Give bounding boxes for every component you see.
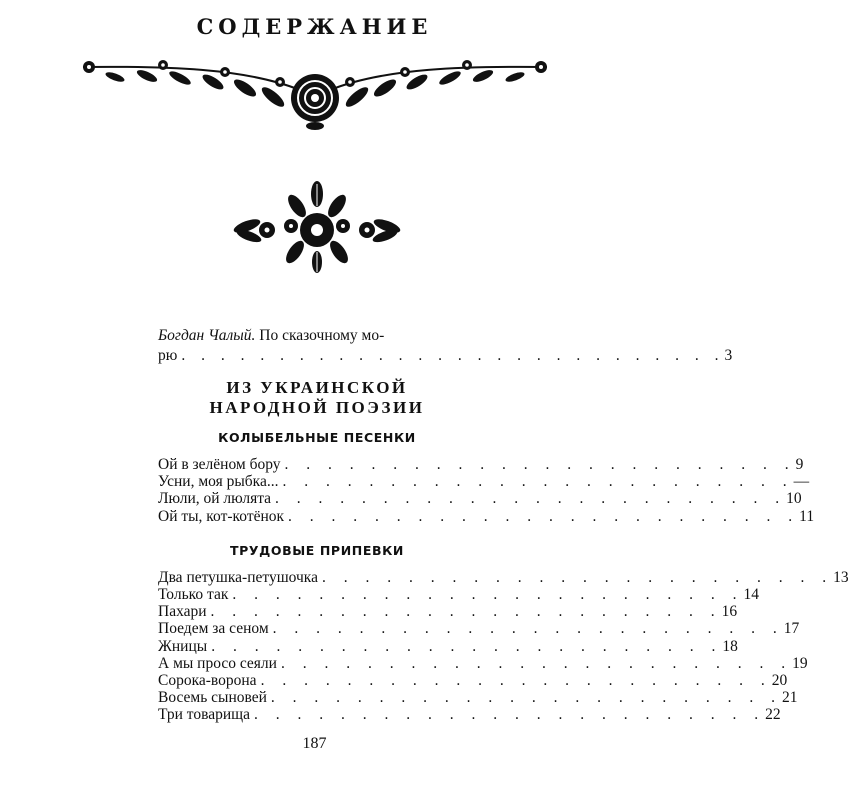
section-title (158, 378, 476, 418)
dot-leader: . . . . . . . . . . . . . . . . . . . . . . . . (210, 603, 722, 621)
dot-leader: . . . . . . . . . . . . . . . . . . . . . . . . (260, 671, 772, 689)
toc-entry (158, 603, 738, 621)
page-title: СОДЕРЖАНИЕ (196, 14, 433, 39)
entry-page: 21 (782, 689, 798, 707)
floral-garland-ornament (75, 52, 555, 132)
toc-intro-entry (158, 326, 733, 366)
subsection-heading-work-songs: ТРУДОВЫЕ ПРИПЕВКИ (230, 542, 404, 558)
dot-leader: . . . . . . . . . . . . . . . . . . . . . . . . (232, 585, 744, 603)
dot-leader: . . . . . . . . . . . . . . . . . . . . . . . . (282, 473, 794, 491)
dot-leader: . . . . . . . . . . . . . . . . . . . . . . . . (211, 637, 723, 655)
dot-leader: . . . . . . . . . . . . . . . . . . . . . . . . (288, 507, 800, 525)
entry-page: — (793, 473, 810, 491)
entry-title: Три товарища (158, 706, 250, 724)
lullabies-list (158, 456, 815, 525)
toc-entry (158, 490, 802, 508)
entry-page: 18 (722, 637, 738, 655)
page-number: 187 (302, 735, 327, 752)
section-title-line1: ИЗ УКРАИНСКОЙ (226, 378, 408, 397)
dot-leader: . . . . . . . . . . . . . . . . . . . . . . . . (253, 706, 766, 724)
entry-title: Восемь сыновей (158, 689, 267, 707)
entry-title: Сорока-ворона (158, 671, 257, 689)
toc-entry (158, 706, 781, 724)
entry-title: Усни, моя рыбка... (158, 473, 279, 491)
subsection-heading-lullabies: КОЛЫБЕЛЬНЫЕ ПЕСЕНКИ (218, 430, 416, 445)
toc-entry (158, 620, 800, 638)
entry-title: Люли, ой люлята (158, 490, 272, 508)
entry-page: 11 (799, 507, 815, 525)
entry-page: 9 (795, 456, 804, 473)
entry-title: Ой ты, кот-котёнок (158, 507, 285, 525)
entry-page: 17 (783, 620, 800, 638)
intro-author: Богдан Чалый. (158, 327, 256, 344)
entry-title: Жницы (158, 637, 208, 655)
toc-entry (158, 507, 815, 525)
entry-title: Два петушка-петушочка (158, 568, 318, 586)
entry-title: Только так (158, 585, 229, 603)
dot-leader: . . . . . . . . . . . . . . . . . . . . . . . . (284, 456, 796, 473)
entry-page: 10 (786, 490, 802, 508)
toc-entry (158, 689, 798, 707)
toc-entry (158, 585, 760, 603)
dot-leader: . . . . . . . . . . . . . . . . . . . . . . . . (280, 654, 793, 672)
entry-page: 14 (743, 585, 760, 603)
entry-title: Пахари (158, 603, 207, 621)
floral-cluster-ornament (225, 180, 409, 275)
toc-entry (158, 456, 804, 473)
intro-title-line1: По сказочному мо- (259, 327, 385, 344)
dot-leader: . . . . . . . . . . . . . . . . . . . . . . . . (270, 689, 783, 707)
toc-entry (158, 568, 849, 586)
dot-leader: . . . . . . . . . . . . . . . . . . . . . . . . . . . . (181, 347, 725, 364)
work-songs-list (158, 568, 849, 724)
table-of-contents (158, 326, 849, 724)
entry-page: 13 (833, 568, 849, 586)
entry-page: 22 (765, 706, 781, 724)
entry-title: Ой в зелёном бору (158, 456, 281, 473)
entry-page: 19 (792, 654, 808, 672)
dot-leader: . . . . . . . . . . . . . . . . . . . . . . . . (275, 490, 787, 508)
toc-entry (158, 637, 738, 655)
intro-page-number: 3 (724, 347, 733, 364)
dot-leader: . . . . . . . . . . . . . . . . . . . . . . . . (272, 620, 784, 638)
section-title-line2: НАРОДНОЙ ПОЭЗИИ (209, 398, 425, 417)
intro-title-line2: рю (158, 347, 178, 364)
entry-title: А мы просо сеяли (158, 654, 277, 672)
toc-entry (158, 654, 808, 672)
entry-page: 16 (721, 603, 738, 621)
toc-entry (158, 671, 788, 689)
entry-page: 20 (771, 671, 788, 689)
toc-entry (158, 473, 810, 491)
dot-leader: . . . . . . . . . . . . . . . . . . . . . . . . (321, 568, 834, 586)
entry-title: Поедем за сеном (158, 620, 269, 638)
